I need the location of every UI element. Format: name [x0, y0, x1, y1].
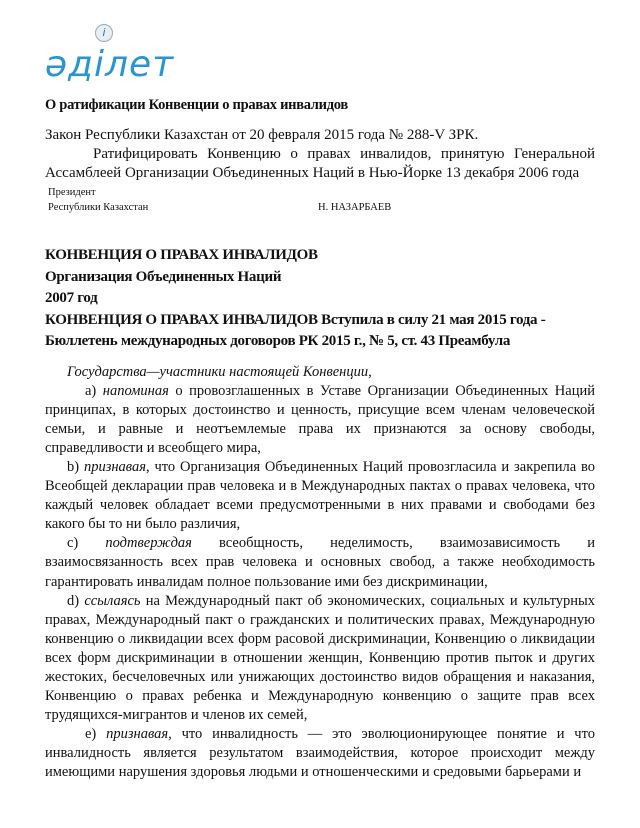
heading-line: Организация Объединенных Наций — [45, 268, 282, 285]
paragraph-a — [45, 382, 595, 458]
marker: c) — [67, 535, 79, 552]
keyword: признавая, — [106, 726, 172, 743]
keyword: ссылаясь — [84, 592, 141, 609]
paragraph-e — [45, 725, 595, 782]
document-title: О ратификации Конвенции о правах инвалидов — [45, 97, 348, 113]
signature-name: Н. НАЗАРБАЕВ — [318, 202, 392, 213]
signature-title: Президент — [48, 187, 96, 198]
law-reference: Закон Республики Казахстан от 20 февраля 2015 года № 288-V ЗРК. — [45, 127, 479, 143]
preamble-intro: Государства—участники настоящей Конвенции, — [67, 363, 372, 380]
paragraph-c — [45, 534, 595, 591]
paragraph-b — [45, 458, 595, 534]
heading-line: КОНВЕНЦИЯ О ПРАВАХ ИНВАЛИДОВ — [45, 247, 318, 263]
adilet-logo[interactable] — [45, 26, 595, 86]
keyword: подтверждая — [105, 535, 192, 552]
marker: a) — [85, 382, 97, 399]
heading-line: 2007 год — [45, 290, 98, 306]
heading-line: КОНВЕНЦИЯ О ПРАВАХ ИНВАЛИДОВ Вступила в силу 21 мая 2015 года - Бюллетень международных договоров РК 2015 г., № 5, ст. 43 Преамбула — [45, 311, 546, 349]
marker: e) — [85, 726, 97, 743]
paragraph-text: всеобщность, неделимость, взаимозависимость и взаимосвязанность всех прав человека и основных свобод, а также необходимость гарантировать инвалидам полное пользование ими без дискриминации, — [45, 535, 596, 590]
logo-text: әділет — [45, 44, 175, 85]
info-badge-icon: i — [95, 24, 113, 42]
paragraph-text: что Организация Объединенных Наций провозгласила и закрепила во Всеобщей декларации прав человека и в Международных пактах о правах человека, что каждый человек обладает всеми предусмотренными в них правами и свободами без какого бы то ни было различия, — [45, 458, 595, 533]
paragraph-text: что инвалидность — это эволюционирующее понятие и что инвалидность является результатом взаимодействия, которое происходит между имеющими нарушения здоровья людьми и отношенческими и средовыми барьерами и — [45, 726, 596, 781]
keyword: напоминая — [102, 382, 169, 399]
preamble-body — [45, 363, 595, 783]
marker: d) — [67, 592, 80, 609]
paragraph-text: на Международный пакт об экономических, социальных и культурных правах, Международный пакт о гражданских и политических правах, Международную конвенцию о ликвидации всех форм расовой дискриминации, Конвенцию о ликвидации всех форм дискриминации в отношении женщин, Конвенцию против пыток и других жестоких, бесчеловечных или унижающих достоинство видов обращения и наказания, Конвенцию о правах ребенка и Международную конвенцию о защите прав всех трудящихся-мигрантов и членов их семей, — [45, 592, 596, 724]
keyword: признавая, — [83, 458, 150, 475]
document-page — [45, 0, 595, 783]
signature-row — [45, 200, 595, 215]
ratify-text: Ратифицировать Конвенцию о правах инвалидов, принятую Генеральной Ассамблеей Организации Объединенных Наций в Нью-Йорке 13 декабря 2006 года — [45, 146, 595, 181]
convention-heading — [45, 245, 595, 353]
marker: b) — [67, 458, 80, 475]
signature-republic: Республики Казахстан — [48, 202, 149, 213]
paragraph-d — [45, 592, 595, 726]
paragraph-text: о провозглашенных в Уставе Организации Объединенных Наций принципах, в которых достоинство и ценность, присущие всем членам человеческой семьи, и равные и неотъемлемые права их признаются за основу свободы, справедливости и всеобщего мира, — [45, 382, 595, 456]
